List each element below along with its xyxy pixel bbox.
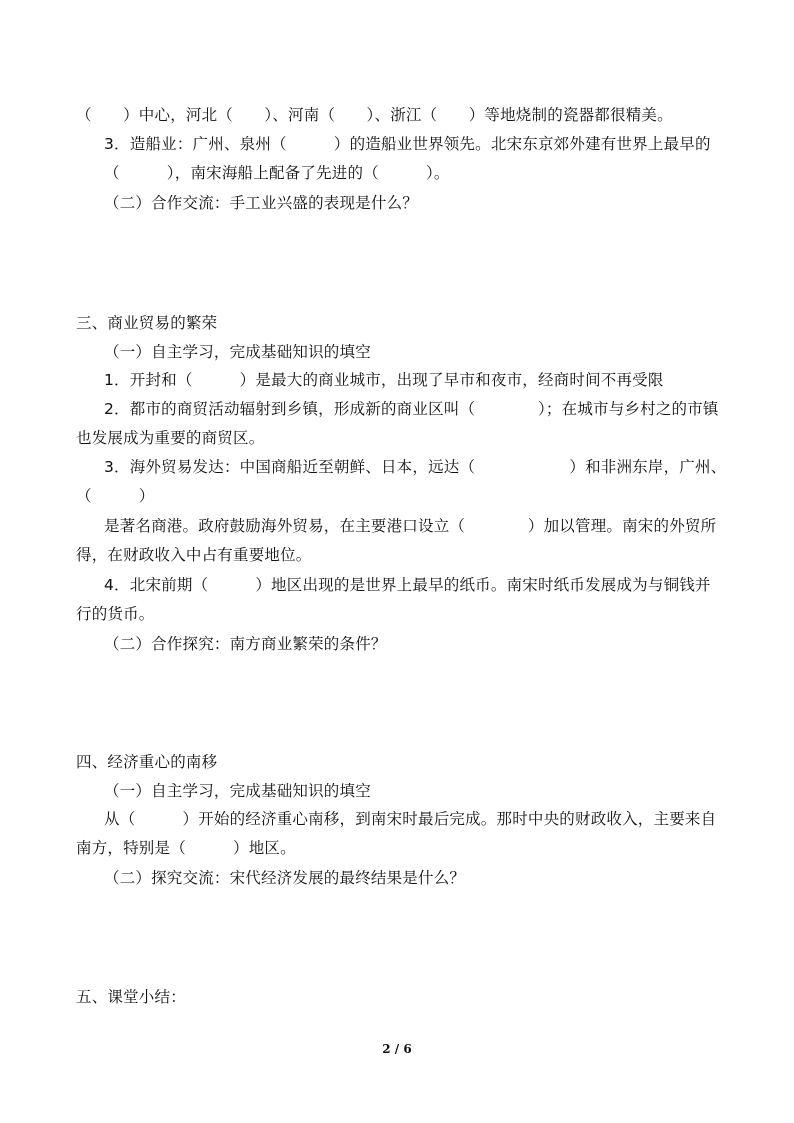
text-line-ports: 是著名商港。政府鼓励海外贸易，在主要港口设立（ ）加以管理。南宋的外贸所: [104, 517, 717, 535]
text-line-commerce-area-cont: 也发展成为重要的商贸区。: [76, 429, 265, 447]
section-heading-economic-center: 四、经济重心的南移: [76, 753, 218, 771]
text-line-shipbuilding: 3．造船业：广州、泉州（ ）的造船业世界领先。北宋东京郊外建有世界上最早的: [104, 135, 711, 153]
page-number: 2 / 6: [382, 1042, 412, 1056]
section-heading-commerce: 三、商业贸易的繁荣: [76, 314, 218, 332]
text-line-ports-cont: 得，在财政收入中占有重要地位。: [76, 546, 312, 564]
section-heading-summary: 五、课堂小结：: [76, 988, 186, 1006]
text-line-economic-shift-cont: 南方，特别是（ ）地区。: [76, 839, 296, 857]
subheading-self-study-1: （一）自主学习，完成基础知识的填空: [104, 343, 371, 361]
text-line-shipbuilding-cont: （ ），南宋海船上配备了先进的（ ）。: [104, 164, 450, 182]
subheading-self-study-2: （一）自主学习，完成基础知识的填空: [104, 782, 371, 800]
text-line-overseas-trade-blank: （ ）: [76, 487, 155, 505]
text-line-kaifeng: 1．开封和（ ）是最大的商业城市，出现了早市和夜市，经商时间不再受限: [104, 371, 664, 389]
question-southern-commerce: （二）合作探究：南方商业繁荣的条件？: [104, 635, 387, 653]
text-line-overseas-trade: 3．海外贸易发达：中国商船近至朝鲜、日本，远达（ ）和非洲东岸，广州、: [104, 458, 727, 476]
text-line-porcelain-centers: （ ）中心，河北（ ）、河南（ ）、浙江（ ）等地烧制的瓷器都很精美。: [76, 106, 673, 124]
question-song-economy: （二）探究交流：宋代经济发展的最终结果是什么？: [104, 869, 466, 887]
question-handicraft: （二）合作交流：手工业兴盛的表现是什么？: [104, 194, 419, 212]
text-line-commerce-area: 2．都市的商贸活动辐射到乡镇，形成新的商业区叫（ ）；在城市与乡村之的市镇: [104, 400, 719, 418]
text-line-paper-money: 4．北宋前期（ ）地区出现的是世界上最早的纸币。南宋时纸币发展成为与铜钱并: [104, 576, 711, 594]
text-line-paper-money-cont: 行的货币。: [76, 605, 155, 623]
text-line-economic-shift: 从（ ）开始的经济重心南移，到南宋时最后完成。那时中央的财政收入，主要来自: [104, 810, 717, 828]
